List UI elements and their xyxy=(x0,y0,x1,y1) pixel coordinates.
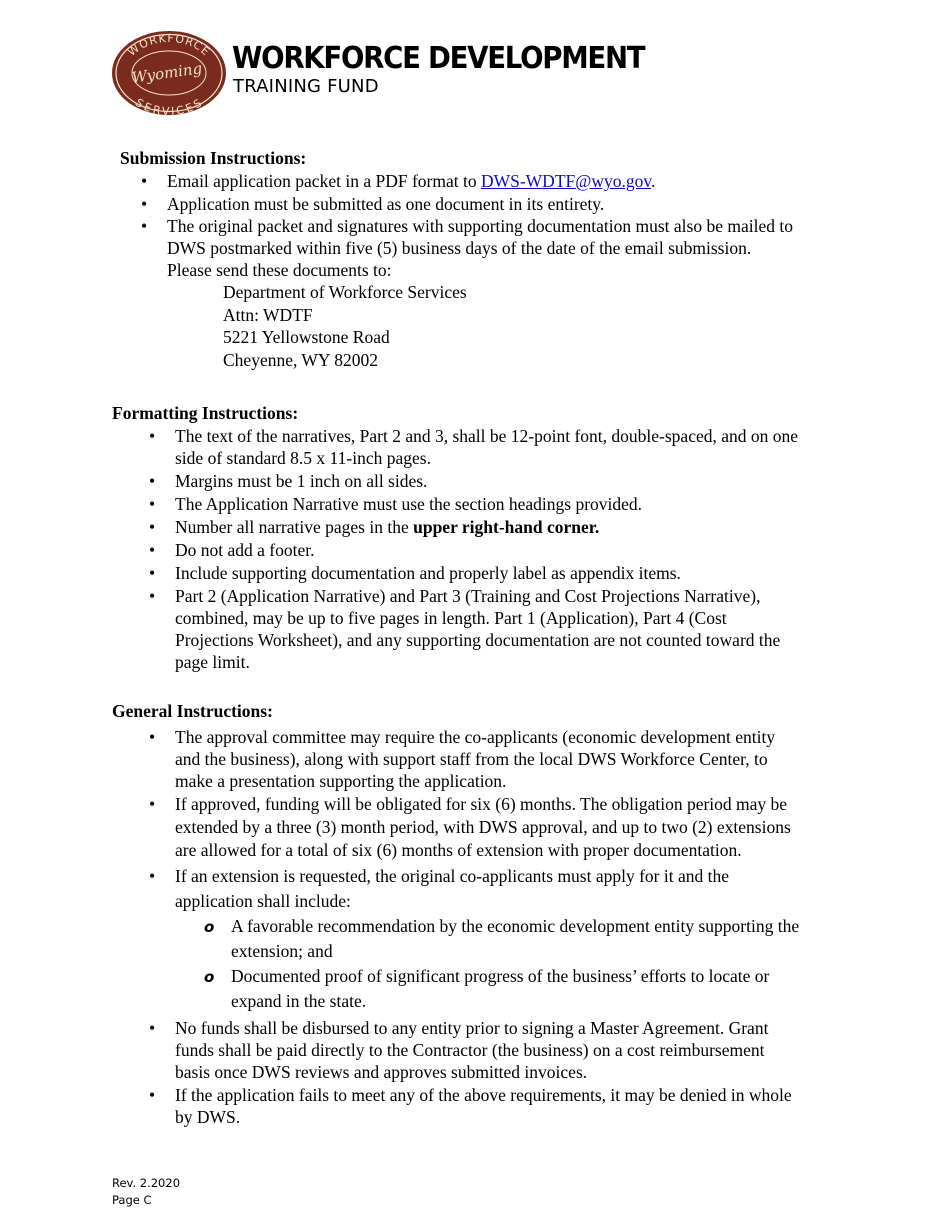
page-number: Page C xyxy=(112,1193,152,1207)
circle-bullet-icon: o xyxy=(204,918,215,936)
bullet-icon: • xyxy=(149,586,156,606)
bullet-icon: • xyxy=(149,471,156,491)
wyoming-workforce-services-logo xyxy=(111,30,227,116)
bullet-icon: • xyxy=(149,1085,156,1105)
general-heading: General Instructions: xyxy=(112,701,273,721)
list-item: • Include supporting documentation and properly label as appendix items. xyxy=(149,563,681,583)
list-item: • The Application Narrative must use the section headings provided. xyxy=(149,494,643,514)
email-link[interactable]: DWS-WDTF@wyo.gov xyxy=(480,171,651,191)
bullet-icon: • xyxy=(149,794,156,814)
list-item: • The approval committee may require the co-applicants (economic development entity and the business), along with support staff from the local DWS Workforce Center, to make a presentation supporting the application. xyxy=(149,727,776,791)
bullet-icon: • xyxy=(149,727,156,747)
list-item: • Application must be submitted as one document in its entirety. xyxy=(141,194,605,214)
circle-bullet-icon: o xyxy=(204,968,215,986)
page-header xyxy=(111,30,645,116)
list-item: • Part 2 (Application Narrative) and Part 3 (Training and Cost Projections Narrative), combined, may be up to five pages in length. Part 1 (Application), Part 4 (Cost Projections Worksheet), and any supporting documentation are not counted toward the page limit. xyxy=(149,586,781,672)
bullet-icon: • xyxy=(149,540,156,560)
bullet-icon: • xyxy=(149,1018,156,1038)
bullet-icon: • xyxy=(141,194,148,214)
brand-subtitle: TRAINING FUND xyxy=(233,76,379,97)
list-item: • The original packet and signatures with supporting documentation must also be mailed to DWS postmarked within five (5) business days of the date of the email submission. Please send these documents to: Department of Workforce Services Attn: WDTF 5221 Yellowstone Road Cheyenne, WY 82002 xyxy=(167,215,867,371)
list-item: • Number all narrative pages in the upper right-hand corner. xyxy=(149,517,600,537)
list-item: • If the application fails to meet any of the above requirements, it may be denied in whole by DWS. xyxy=(149,1085,792,1127)
brand-title: WORKFORCE DEVELOPMENT xyxy=(232,41,645,76)
sub-list-item: o Documented proof of significant progress of the business’ efforts to locate or expand in the state. xyxy=(204,966,770,1011)
submission-list xyxy=(141,170,867,371)
logo-text-middle: Wyoming xyxy=(130,59,204,87)
bullet-icon: • xyxy=(149,494,156,514)
list-item: • If approved, funding will be obligated for six (6) months. The obligation period may be extended by a three (3) month period, with DWS approval, and up to two (2) extensions are allowed for a total of six (6) months of extension with proper documentation. xyxy=(149,794,791,860)
list-item: • Do not add a footer. xyxy=(149,540,315,560)
list-item: • Margins must be 1 inch on all sides. xyxy=(149,471,428,491)
bullet-icon: • xyxy=(149,517,156,537)
logo-text-bottom: SERVICES xyxy=(133,96,205,116)
general-list xyxy=(149,726,875,1128)
bullet-icon: • xyxy=(149,563,156,583)
list-item: • If an extension is requested, the original co-applicants must apply for it and the application shall include: o A favorable recommendation by the economic development entity supporting the extension; and o Documented proof of significant progress of the business’ efforts to locate or expand in the state. xyxy=(175,864,875,1014)
submission-heading: Submission Instructions: xyxy=(120,148,307,168)
extension-sublist xyxy=(204,914,875,1014)
formatting-heading: Formatting Instructions: xyxy=(112,403,299,423)
revision-label: Rev. 2.2020 xyxy=(112,1176,181,1190)
mailing-address: Department of Workforce Services Attn: WDTF 5221 Yellowstone Road Cheyenne, WY 82002 xyxy=(223,282,467,370)
sub-list-item: o A favorable recommendation by the economic development entity supporting the extension; and xyxy=(204,916,800,961)
list-item: • No funds shall be disbursed to any entity prior to signing a Master Agreement. Grant funds shall be paid directly to the Contractor (the business) on a cost reimbursement basis once DWS reviews and approves submitted invoices. xyxy=(149,1018,769,1082)
bullet-icon: • xyxy=(149,866,156,886)
list-item: • The text of the narratives, Part 2 and 3, shall be 12-point font, double-spaced, and on one side of standard 8.5 x 11-inch pages. xyxy=(149,426,799,468)
page-footer xyxy=(112,1175,180,1209)
formatting-list xyxy=(149,425,875,673)
logo-text-top: WORKFORCE xyxy=(125,31,213,59)
list-item: • Email application packet in a PDF format to DWS-WDTF@wyo.gov. xyxy=(141,171,656,191)
bullet-icon: • xyxy=(141,216,148,236)
bullet-icon: • xyxy=(141,171,148,191)
bullet-icon: • xyxy=(149,426,156,446)
